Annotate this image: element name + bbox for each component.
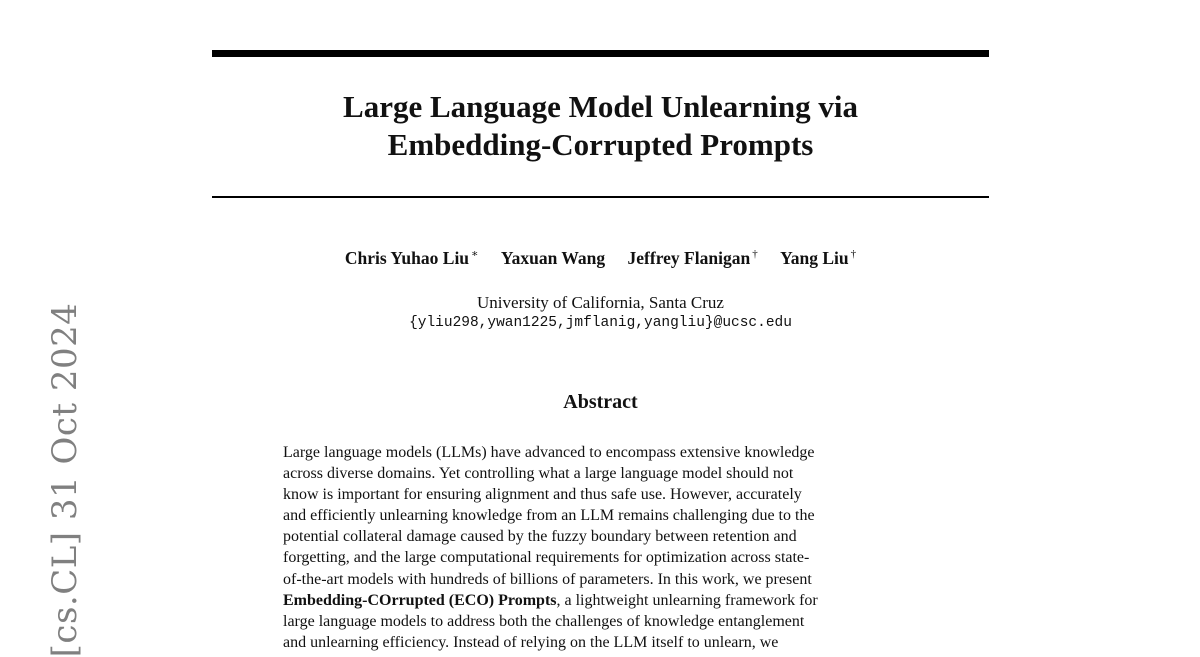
method-name: Embedding-COrrupted (ECO) Prompts	[283, 591, 557, 609]
author	[345, 248, 479, 269]
abstract-line-rest: , a lightweight unlearning framework for	[556, 591, 818, 609]
abstract-line: and efficiently unlearning knowledge from an LLM remains challenging due to the	[283, 507, 815, 525]
arxiv-side-stamp: [cs.CL] 31 Oct 2024	[45, 302, 85, 657]
abstract-line: know is important for ensuring alignment and thus safe use. However, accurately	[283, 486, 802, 504]
author-name: Jeffrey Flanigan	[627, 248, 751, 268]
abstract-line: forgetting, and the large computational requirements for optimization across state-	[283, 549, 810, 567]
author-name: Yaxuan Wang	[500, 248, 606, 268]
abstract-line: potential collateral damage caused by the fuzzy boundary between retention and	[283, 528, 797, 546]
author-name: Yang Liu	[780, 248, 849, 268]
abstract-body	[283, 442, 923, 653]
abstract-line: of-the-art models with hundreds of billions of parameters. In this work, we present	[283, 570, 812, 588]
abstract-line: and unlearning efficiency. Instead of relying on the LLM itself to unlearn, we	[283, 633, 779, 651]
author	[501, 248, 605, 269]
title-rule	[212, 196, 989, 198]
author-mark: †	[850, 248, 857, 261]
author-name: Chris Yuhao Liu	[344, 248, 470, 268]
author	[780, 248, 856, 269]
paper-title	[212, 88, 989, 164]
title-line: Large Language Model Unlearning via	[343, 89, 858, 124]
abstract-line: large language models to address both the challenges of knowledge entanglement	[283, 612, 805, 630]
author-list	[212, 248, 989, 269]
abstract-line	[283, 590, 923, 611]
author	[628, 248, 758, 269]
author-mark: ∗	[471, 248, 479, 261]
abstract-line: Large language models (LLMs) have advanced to encompass extensive knowledge	[283, 444, 815, 461]
title-line: Embedding-Corrupted Prompts	[387, 127, 814, 162]
abstract-heading: Abstract	[563, 391, 638, 413]
author-emails: {yliu298,ywan1225,jmflanig,yangliu}@ucsc.edu	[409, 315, 792, 331]
affiliation: University of California, Santa Cruz	[477, 293, 724, 312]
abstract-line: across diverse domains. Yet controlling what a large language model should not	[283, 465, 794, 483]
author-mark: †	[752, 248, 758, 261]
top-rule	[212, 50, 989, 57]
